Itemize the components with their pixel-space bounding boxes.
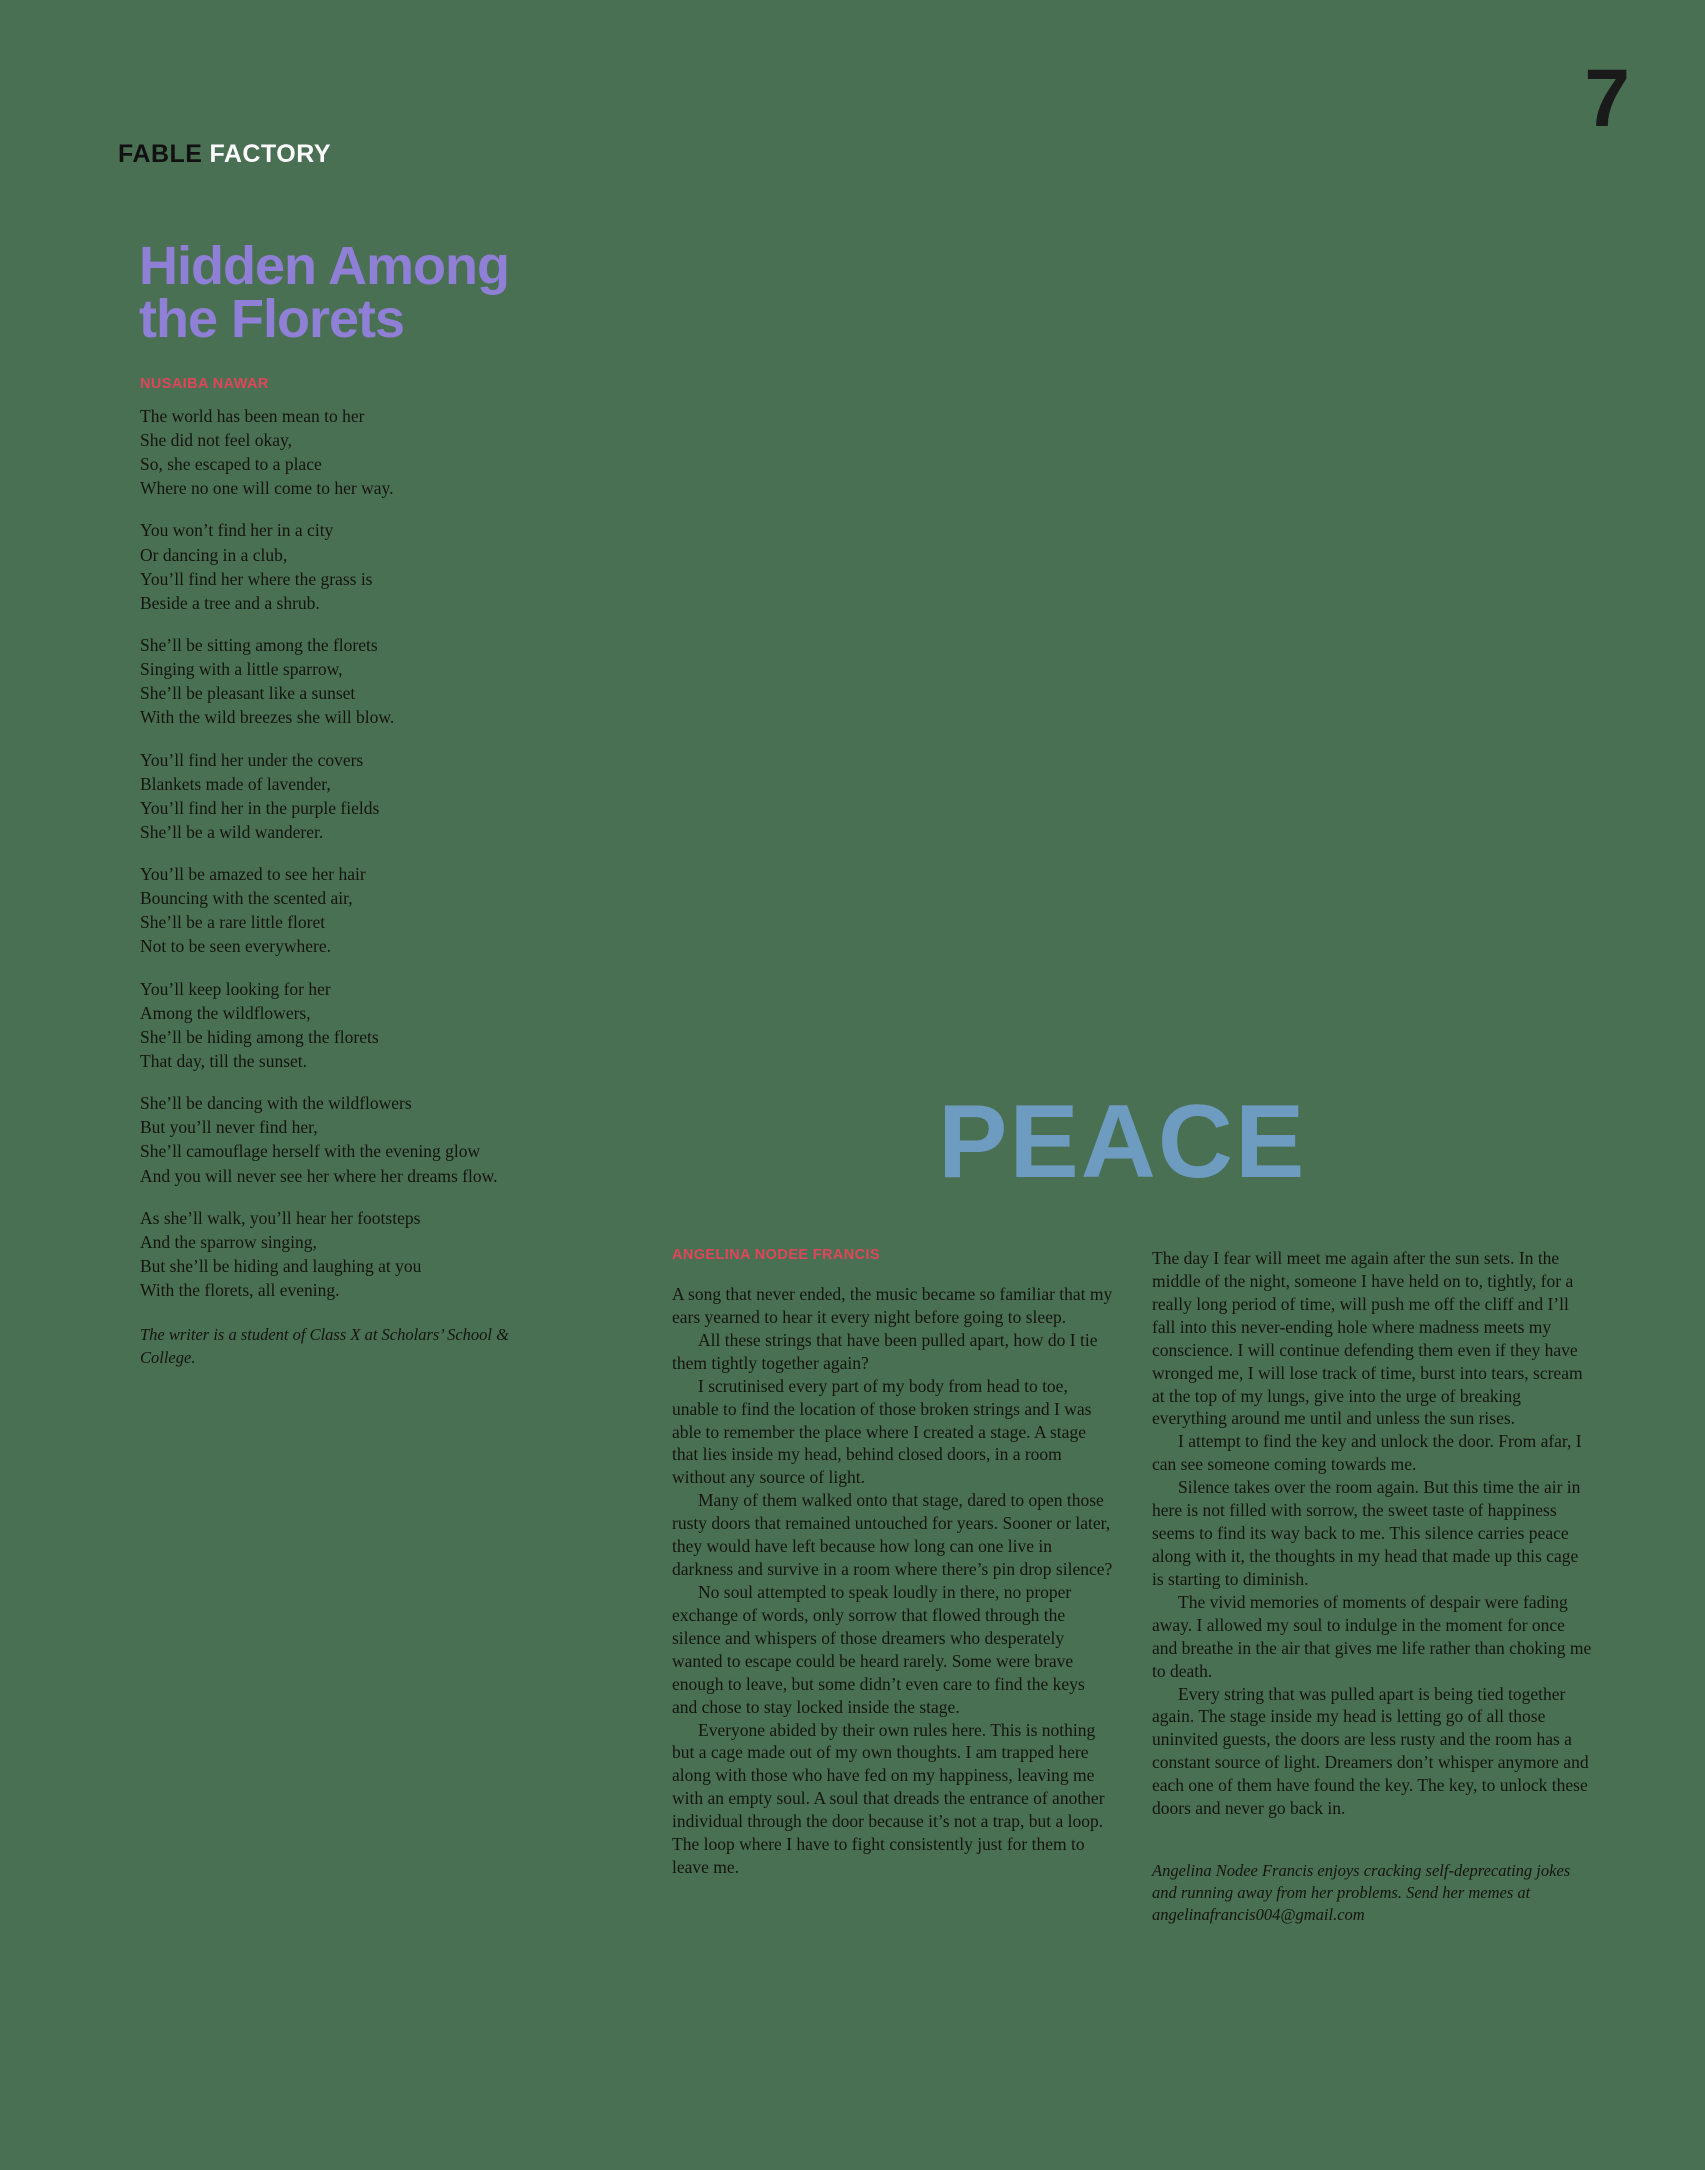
poem-title-line-2: the Florets bbox=[139, 288, 405, 349]
feature-title: PEACE bbox=[938, 1084, 1307, 1200]
poem-line: You’ll keep looking for her bbox=[140, 978, 331, 999]
poem-line: And you will never see her where her dreams flow. bbox=[140, 1165, 498, 1186]
poem-line: She’ll be a rare little floret bbox=[140, 912, 326, 933]
page-number: 7 bbox=[1584, 53, 1630, 144]
poem-writer-note: The writer is a student of Class X at Scholars’ School & College. bbox=[140, 1325, 509, 1367]
feature-paragraph: No soul attempted to speak loudly in there, no proper exchange of words, only sorrow that flowed through the silence and whispers of those dreamers who desperately wanted to escape could be heard rarely. Some were brave enough to leave, but some didn’t even care to find the keys and chose to stay locked inside the stage. bbox=[672, 1581, 1085, 1717]
feature-paragraph: The vivid memories of moments of despair were fading away. I allowed my soul to indulge in the moment for once and breathe in the air that gives me life rather than choking me to death. bbox=[1152, 1591, 1592, 1681]
poem-line: Blankets made of lavender, bbox=[140, 773, 331, 794]
poem-stanza bbox=[140, 404, 560, 501]
poem-line: She’ll be sitting among the florets bbox=[140, 634, 378, 655]
feature-byline: ANGELINA NODEE FRANCIS bbox=[672, 1247, 881, 1263]
feature-paragraph: All these strings that have been pulled apart, how do I tie them tightly together again? bbox=[672, 1329, 1098, 1373]
poem-line: But you’ll never find her, bbox=[140, 1117, 318, 1138]
feature-paragraph: Silence takes over the room again. But this time the air in here is not filled with sorrow, the sweet taste of happiness seems to find its way back to me. This silence carries peace along with it, the thoughts in my head that made up this cage is starting to diminish. bbox=[1152, 1477, 1581, 1589]
feature-paragraph: Many of them walked onto that stage, dared to open those rusty doors that remained untouched for years. Sooner or later, they would have left because how long can one live in darkness and survive in a room where there’s pin drop silence? bbox=[672, 1490, 1113, 1580]
poem-line: You’ll find her in the purple fields bbox=[140, 797, 380, 818]
poem-line: As she’ll walk, you’ll hear her footsteps bbox=[140, 1207, 421, 1228]
poem-line: The world has been mean to her bbox=[140, 405, 365, 426]
masthead bbox=[118, 140, 331, 169]
poem-line: Singing with a little sparrow, bbox=[140, 659, 343, 680]
poem-line: You’ll find her under the covers bbox=[140, 749, 364, 770]
poem-line: With the wild breezes she will blow. bbox=[140, 707, 395, 728]
poem-line: Not to be seen everywhere. bbox=[140, 936, 331, 957]
poem-stanza bbox=[140, 518, 560, 615]
poem-stanza bbox=[140, 862, 560, 959]
poem-line: Beside a tree and a shrub. bbox=[140, 592, 320, 613]
poem-line: You’ll find her where the grass is bbox=[140, 568, 373, 589]
poem-title bbox=[139, 236, 560, 349]
poem-line: She did not feel okay, bbox=[140, 429, 292, 450]
poem-line: You won’t find her in a city bbox=[140, 520, 334, 541]
poem-byline: NUSAIBA NAWAR bbox=[140, 375, 269, 392]
poem-line: She’ll be a wild wanderer. bbox=[140, 821, 324, 842]
poem-stanza bbox=[140, 748, 560, 845]
poem-line: But she’ll be hiding and laughing at you bbox=[140, 1256, 422, 1277]
poem-line: You’ll be amazed to see her hair bbox=[140, 864, 366, 885]
feature-paragraph: I attempt to find the key and unlock the door. From afar, I can see someone coming towards me. bbox=[1152, 1431, 1582, 1475]
poem-line: She’ll camouflage herself with the evening glow bbox=[140, 1141, 481, 1162]
poem-line: That day, till the sunset. bbox=[140, 1051, 308, 1072]
poem-line: Or dancing in a club, bbox=[140, 544, 288, 565]
feature-column-right bbox=[1152, 1247, 1594, 1820]
poem-line: Where no one will come to her way. bbox=[140, 478, 394, 499]
feature-paragraph: Everyone abided by their own rules here. This is nothing but a cage made out of my own thoughts. I am trapped here along with those who have fed on my happiness, leaving me with an empty soul. A soul that dreads the entrance of another individual through the door because it’s not a trap, but a loop. The loop where I have to fight consistently just for them to leave me. bbox=[672, 1719, 1105, 1878]
poem-stanza bbox=[140, 1206, 560, 1303]
poem-line: She’ll be hiding among the florets bbox=[140, 1026, 379, 1047]
poem-stanza bbox=[140, 977, 560, 1074]
masthead-word-factory: FACTORY bbox=[209, 140, 332, 168]
poem-body bbox=[140, 404, 560, 1303]
poem-line: So, she escaped to a place bbox=[140, 454, 322, 475]
poem-stanza bbox=[140, 1091, 560, 1188]
poem-line: And the sparrow singing, bbox=[140, 1231, 317, 1252]
poem-line: She’ll be dancing with the wildflowers bbox=[140, 1093, 412, 1114]
feature-author-note: Angelina Nodee Francis enjoys cracking self-deprecating jokes and running away from her problems. Send her memes at angelinafrancis004@gmail.com bbox=[1152, 1861, 1571, 1924]
feature-paragraph: I scrutinised every part of my body from head to toe, unable to find the location of those broken strings and I was able to remember the place where I created a stage. A stage that lies inside my head, behind closed doors, in a room without any source of light. bbox=[672, 1375, 1092, 1488]
poem-line: She’ll be pleasant like a sunset bbox=[140, 683, 356, 704]
poem-line: With the florets, all evening. bbox=[140, 1280, 340, 1301]
poem-line: Among the wildflowers, bbox=[140, 1002, 311, 1023]
masthead-word-fable: FABLE bbox=[118, 140, 203, 168]
feature-column-middle bbox=[672, 1283, 1114, 1879]
poem-stanza bbox=[140, 633, 560, 730]
feature-paragraph: The day I fear will meet me again after the sun sets. In the middle of the night, someone I have held on to, tightly, for a really long period of time, will push me off the cliff and I’ll fall into this never-ending hole where madness meets my conscience. I will continue defending them even if they have wronged me, I will lose track of time, burst into tears, scream at the top of my lungs, give into the urge of breaking everything around me until and unless the sun rises. bbox=[1152, 1248, 1583, 1429]
poem-line: Bouncing with the scented air, bbox=[140, 888, 353, 909]
poem-title-line-1: Hidden Among bbox=[139, 236, 509, 296]
feature-paragraph: A song that never ended, the music became so familiar that my ears yearned to hear it every night before going to sleep. bbox=[672, 1284, 1113, 1327]
feature-paragraph: Every string that was pulled apart is being tied together again. The stage inside my head is letting go of all those uninvited guests, the doors are less rusty and the room has a constant source of light. Dreamers don’t whisper anymore and each one of them have found the key. The key, to unlock these doors and never go back in. bbox=[1152, 1683, 1589, 1819]
poem-article bbox=[139, 236, 560, 1369]
